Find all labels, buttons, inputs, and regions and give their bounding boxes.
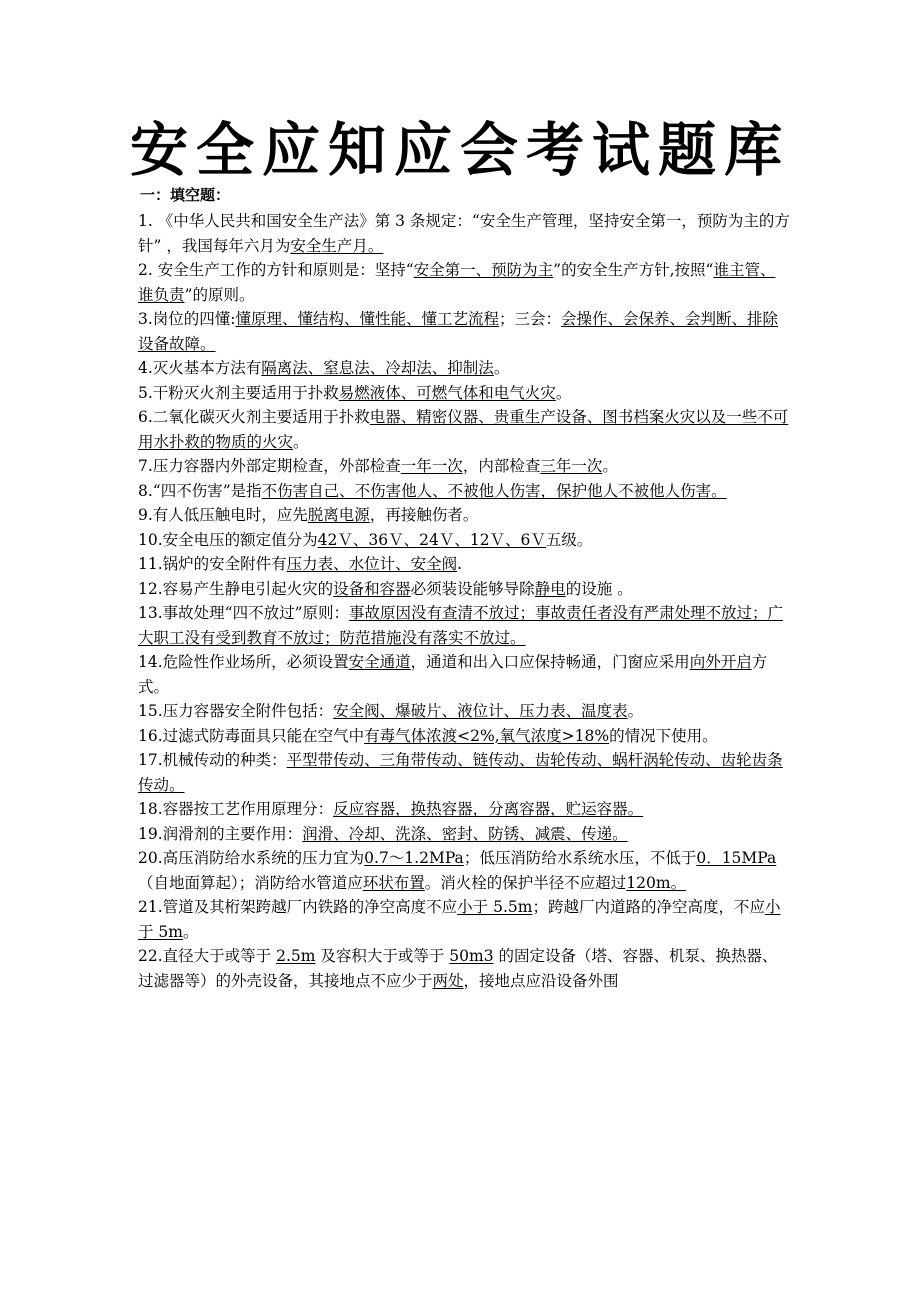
question-text: 11.锅炉的安全附件有 — [138, 555, 287, 573]
answer-text: 脱离电源 — [307, 506, 370, 524]
question-text: ，内部检查 — [462, 457, 541, 475]
answer-text: 设备和容器 — [333, 579, 411, 598]
question-item — [138, 748, 790, 797]
question-text: 9.有人低压触电时，应先 — [138, 506, 308, 524]
question-text: 8.“四不伤害”是指 — [138, 481, 262, 500]
answer-text: 电器、精密仪器、贵重生产设备、图书档案火灾以及一些不可用水扑救的物质的火灾 — [138, 408, 789, 451]
answer-text: 小于 5m — [138, 898, 781, 941]
question-item — [138, 528, 790, 553]
question-text: ；跨越厂内道路的净空高度，不应 — [532, 898, 765, 916]
answer-text: 2.5m — [276, 947, 316, 965]
answer-text: 反应容器，换热容器，分离容器，贮运容器。 — [333, 800, 644, 818]
question-item — [138, 503, 790, 528]
question-text: 。 — [555, 383, 572, 402]
question-text: 。 — [493, 359, 510, 377]
answer-text: 谁主管、谁负责 — [138, 261, 776, 304]
question-text: 5.干粉灭火剂主要适用于扑救 — [138, 383, 339, 402]
question-text: 7.压力容器内外部定期检查，外部检查 — [138, 457, 401, 475]
question-item — [138, 846, 790, 895]
question-item — [138, 405, 790, 454]
answer-text: 环状布置 — [362, 873, 425, 892]
question-text: （自地面算起）；消防给水管道应 — [138, 873, 363, 892]
question-text: 15.压力容器安全附件包括： — [138, 702, 334, 720]
answer-text: 事故原因没有查清不放过；事故责任者没有严肃处理不放过；广大职工没有受到教育不放过；防范措施没有落实不放过。 — [138, 604, 784, 647]
question-text: 1. 《中华人民共和国安全生产法》第 3 条规定：“安全生产管理，坚持安全第一，预防为主的方针” ，我国每年六月为 — [138, 212, 790, 255]
question-text: 2. 安全生产工作的方针和原则是：坚持“ — [138, 261, 414, 279]
question-text: 22.直径大于或等于 — [138, 947, 277, 965]
question-item — [138, 797, 790, 822]
question-text: 10.安全电压的额定值分为 — [138, 530, 318, 549]
answer-text: 静电 — [534, 579, 566, 598]
question-text: 。 — [627, 702, 644, 720]
question-item — [138, 479, 790, 504]
question-text: 16.过滤式防毒面具只能在空气中 — [138, 726, 365, 745]
question-text: ；低压消防给水系统水压，不低于 — [463, 849, 697, 867]
question-text: 方式。 — [138, 653, 768, 696]
question-text: 17.机械传动的种类： — [138, 751, 287, 769]
question-text: 6.二氧化碳灭火剂主要适用于扑救 — [138, 408, 370, 426]
answer-text: 两处 — [432, 971, 464, 990]
answer-text: 不伤害自己、不伤害他人、不被他人伤害，保护他人不被他人伤害。 — [261, 481, 727, 500]
question-item — [138, 650, 790, 699]
answer-text: 120m。 — [626, 873, 687, 892]
answer-text: 压力表、水位计、安全阀 — [286, 555, 458, 573]
answer-text: 隔离法、窒息法、冷却法、抑制法 — [261, 359, 494, 377]
answer-text: 一年一次 — [400, 457, 463, 475]
question-text: 12.容易产生静电引起火灾的 — [138, 579, 334, 598]
question-item — [138, 724, 790, 749]
answer-text: 小于 5.5m — [457, 898, 533, 916]
answer-text: 安全生产月。 — [290, 236, 384, 255]
question-text: 。消火栓的保护半径不应超过 — [424, 873, 627, 892]
question-text: ，通道和出入口应保持畅通，门窗应采用 — [410, 653, 690, 671]
answer-text: 有毒气体浓渡<2%,氧气浓度>18% — [364, 726, 610, 745]
answer-text: 安全阀、爆破片、液位计、压力表、温度表 — [333, 702, 628, 720]
answer-text: 会操作、会保养、会判断、排除设备故障。 — [138, 310, 779, 353]
question-item — [138, 895, 790, 944]
question-list — [138, 209, 790, 993]
answer-text: 三年一次 — [540, 457, 603, 475]
page-title: 安全应知应会考试题库 — [129, 116, 790, 184]
question-text: ”的原则。 — [184, 285, 255, 304]
answer-text: 向外开启 — [689, 653, 752, 671]
answer-text: 安全通道 — [348, 653, 411, 671]
answer-text: 润滑、冷却、洗涤、密封、防锈、减震、传递。 — [302, 824, 628, 843]
question-text: 13.事故处理“四不放过”原则： — [138, 604, 349, 622]
question-text: 五级。 — [545, 530, 593, 549]
question-item — [138, 258, 790, 307]
question-item — [138, 209, 790, 258]
question-text: 的情况下使用。 — [609, 726, 718, 745]
question-text: 。 — [293, 432, 309, 451]
question-item — [138, 307, 790, 356]
question-text: 21.管道及其桁架跨越厂内铁路的净空高度不应 — [138, 898, 458, 916]
question-item — [138, 381, 790, 406]
answer-text: 0.7～1.2MPa — [364, 849, 464, 867]
question-text: 4.灭火基本方法有 — [138, 359, 262, 377]
question-text: ，再接触伤者。 — [369, 506, 479, 524]
answer-text: 42Ｖ、36Ｖ、24Ｖ、12Ｖ、6Ｖ — [317, 530, 546, 549]
question-text: 19.润滑剂的主要作用： — [138, 824, 303, 843]
question-text: . — [457, 555, 463, 573]
question-text: 及容积大于或等于 — [315, 947, 450, 965]
question-text: 20.高压消防给水系统的压力宜为 — [138, 849, 365, 867]
question-text: 的固定设备（塔、容器、机泵、换热器、过滤器等）的外壳设备，其接地点不应少于 — [138, 947, 778, 990]
question-item — [138, 577, 790, 602]
question-text: 。 — [183, 922, 199, 941]
question-text: ，接地点应沿设备外围 — [463, 971, 619, 990]
question-item — [138, 356, 790, 381]
question-text: 。 — [602, 457, 618, 475]
question-item — [138, 601, 790, 650]
question-text: 18.容器按工艺作用原理分： — [138, 800, 334, 818]
answer-text: 懂原理、懂结构、懂性能、懂工艺流程 — [235, 310, 500, 328]
answer-text: 平型带传动、三角带传动、链传动、齿轮传动、蜗杆涡轮传动、齿轮齿条传动。 — [138, 751, 783, 794]
section-heading: 一：填空题： — [140, 186, 231, 204]
question-text: 14.危险性作业场所，必须设置 — [138, 653, 349, 671]
question-item — [138, 822, 790, 847]
question-text: ”的安全生产方针,按照“ — [553, 261, 714, 279]
answer-text: 安全第一、预防为主 — [413, 261, 554, 279]
question-text: 3.岗位的四懂: — [138, 310, 236, 328]
question-item — [138, 944, 790, 993]
answer-text: 50m3 — [449, 947, 494, 965]
answer-text: 0．15MPa — [696, 849, 777, 867]
question-item — [138, 454, 790, 479]
answer-text: 易燃液体、可燃气体和电气火灾 — [338, 383, 556, 402]
question-text: 的设施 。 — [565, 579, 633, 598]
question-text: ；三会： — [499, 310, 562, 328]
question-item — [138, 699, 790, 724]
question-item — [138, 552, 790, 577]
question-text: 必须装设能够导除 — [410, 579, 535, 598]
